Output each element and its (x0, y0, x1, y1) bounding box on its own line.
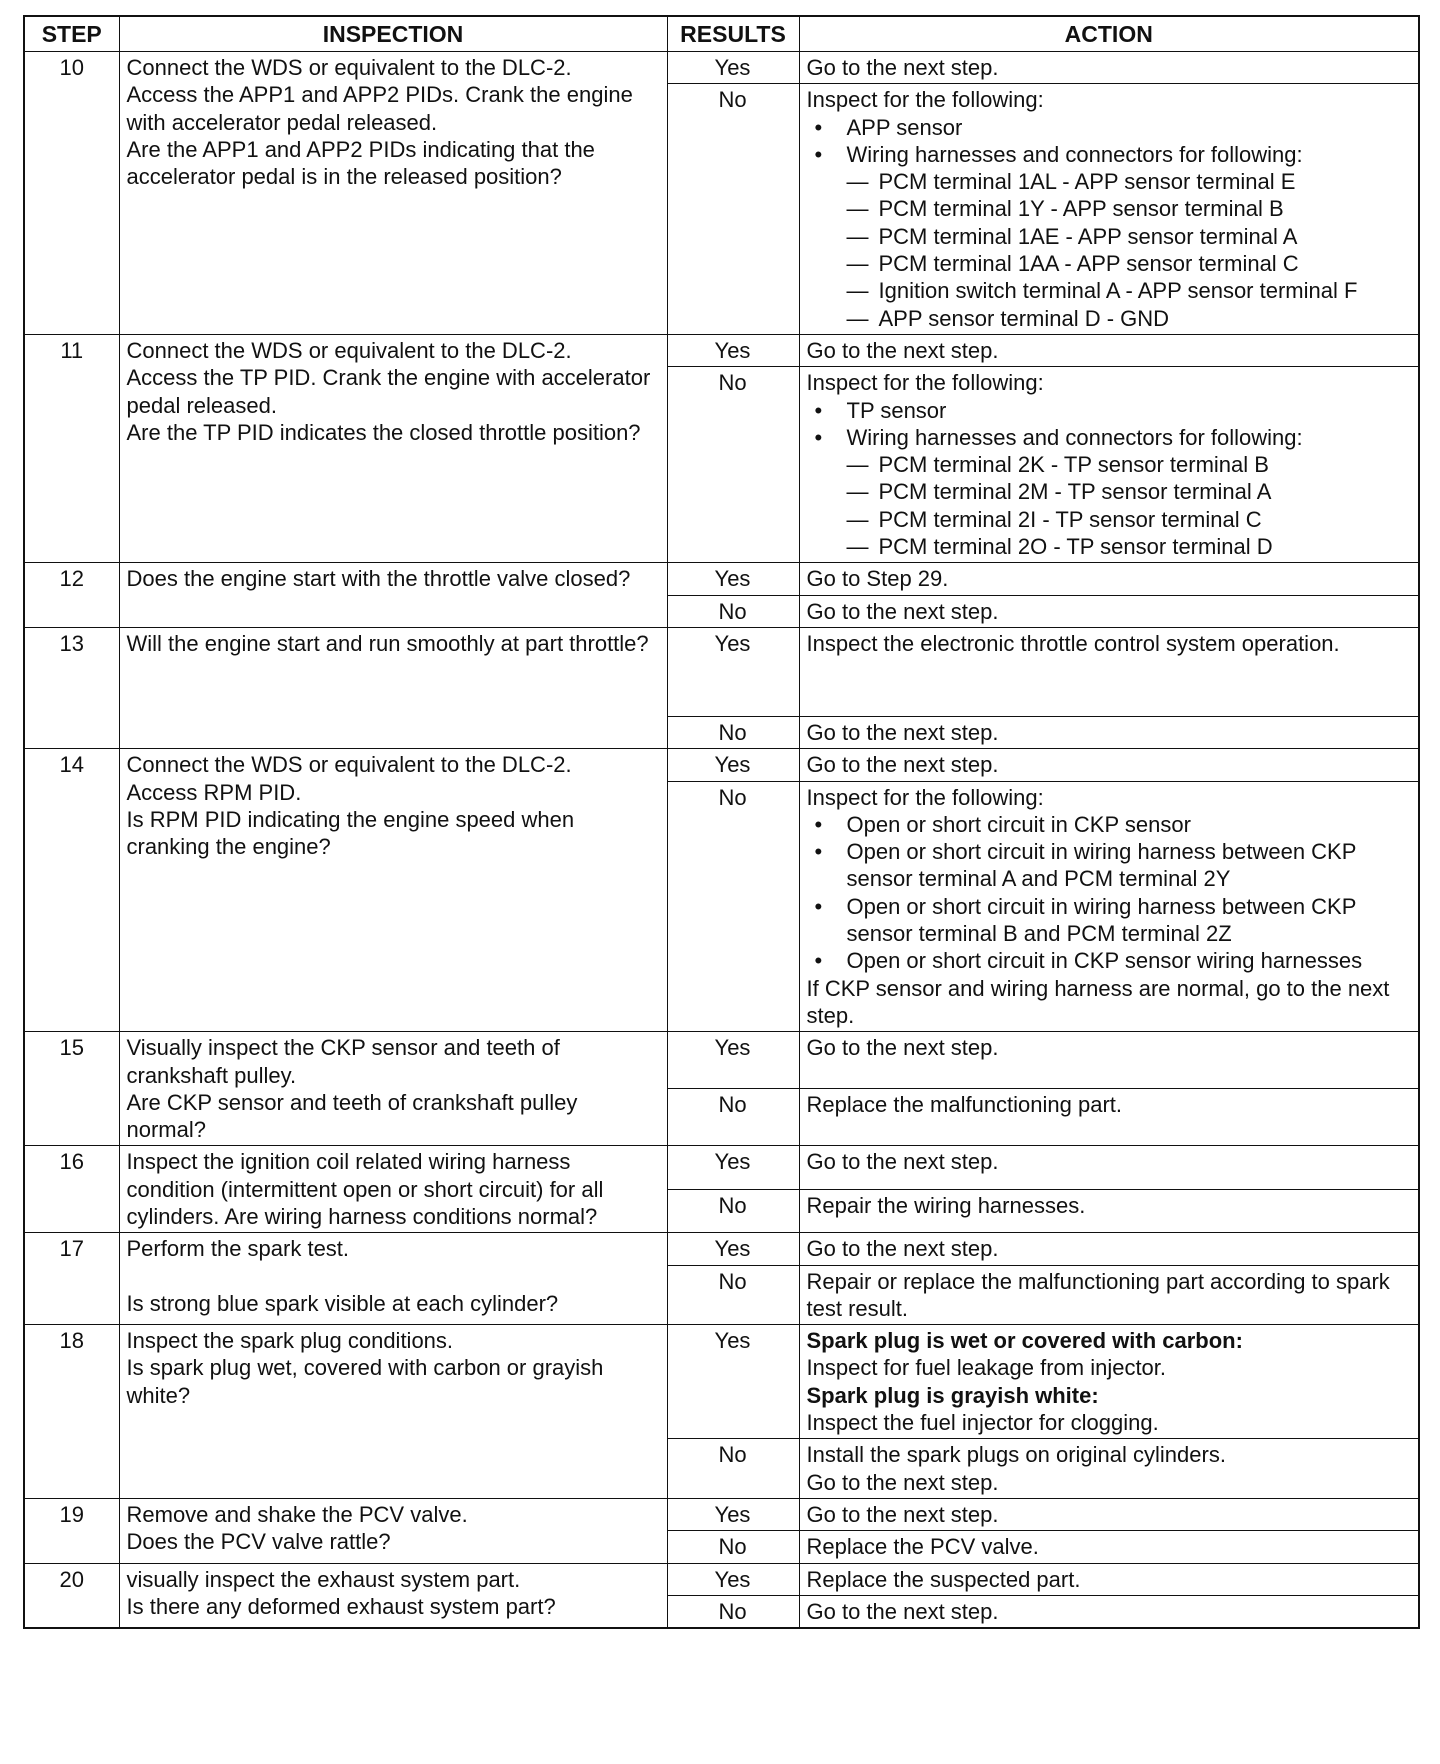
result-yes: Yes (667, 1032, 799, 1089)
action-no (799, 1439, 1419, 1499)
dash-item: — PCM terminal 1AE - APP sensor terminal A (847, 223, 1411, 250)
action-yes: Go to the next step. (799, 1233, 1419, 1265)
bullet-item: • TP sensor (807, 397, 1411, 424)
step-number: 11 (24, 334, 119, 562)
inspection-text (119, 334, 667, 562)
action-yes: Go to the next step. (799, 1146, 1419, 1189)
inspection-text: Does the engine start with the throttle valve closed? (119, 563, 667, 628)
header-step: STEP (24, 16, 119, 52)
action-line: Inspect for fuel leakage from injector. (806, 1355, 1167, 1381)
action-no: Go to the next step. (799, 1595, 1419, 1628)
result-no: No (667, 595, 799, 627)
inspection-line: Is strong blue spark visible at each cylinder? (126, 1290, 559, 1316)
result-no: No (667, 781, 799, 1032)
action-yes: Replace the suspected part. (799, 1563, 1419, 1595)
action-yes: Go to the next step. (799, 749, 1419, 781)
action-intro: Inspect for the following: (806, 87, 1044, 113)
action-intro: Inspect for the following: (806, 784, 1044, 810)
inspection-text (119, 1563, 667, 1628)
action-no (799, 367, 1419, 563)
inspection-text (119, 749, 667, 1032)
table-row-step-14-yes (24, 749, 1419, 781)
inspection-line: visually inspect the exhaust system part. (126, 1566, 521, 1592)
table-row-step-15-yes (24, 1032, 1419, 1089)
dash-item: — PCM terminal 2O - TP sensor terminal D (847, 533, 1411, 560)
action-heading: Spark plug is grayish white: (806, 1382, 1099, 1408)
result-yes: Yes (667, 563, 799, 595)
step-number: 20 (24, 1563, 119, 1628)
inspection-text (119, 1325, 667, 1499)
dash-item: — Ignition switch terminal A - APP sensor terminal F (847, 277, 1411, 304)
result-no: No (667, 84, 799, 335)
table-row-step-11-yes (24, 334, 1419, 366)
table-row-step-10-yes (24, 52, 1419, 84)
step-number: 17 (24, 1233, 119, 1325)
table-row-step-20-yes (24, 1563, 1419, 1595)
result-yes: Yes (667, 627, 799, 716)
action-yes (799, 1325, 1419, 1439)
result-yes: Yes (667, 1325, 799, 1439)
inspection-line: Are CKP sensor and teeth of crankshaft pulley normal? (126, 1089, 578, 1143)
inspection-line: Does the PCV valve rattle? (126, 1529, 391, 1555)
table-row-step-16-yes (24, 1146, 1419, 1189)
inspection-text (119, 52, 667, 335)
bullet-list (807, 811, 1411, 975)
action-no (799, 84, 1419, 335)
inspection-line: Connect the WDS or equivalent to the DLC-2. (126, 55, 572, 80)
action-yes: Go to the next step. (799, 334, 1419, 366)
action-heading: Spark plug is wet or covered with carbon: (806, 1328, 1243, 1354)
action-no: Repair or replace the malfunctioning part according to spark test result. (799, 1265, 1419, 1325)
result-no: No (667, 1439, 799, 1499)
step-number: 15 (24, 1032, 119, 1146)
result-no: No (667, 716, 799, 748)
result-no: No (667, 367, 799, 563)
inspection-line: Perform the spark test. (126, 1236, 350, 1262)
action-no: Repair the wiring harnesses. (799, 1189, 1419, 1232)
dash-item: — APP sensor terminal D - GND (847, 305, 1411, 332)
action-yes: Go to the next step. (799, 1032, 1419, 1089)
inspection-line: Access the APP1 and APP2 PIDs. Crank the engine with accelerator pedal released. (126, 82, 633, 135)
spacer (127, 1263, 659, 1290)
dash-item: — PCM terminal 2I - TP sensor terminal C (847, 506, 1411, 533)
inspection-line: Are the APP1 and APP2 PIDs indicating that the accelerator pedal is in the released position? (126, 136, 595, 190)
result-yes: Yes (667, 1498, 799, 1530)
bullet-item: • Open or short circuit in wiring harness between CKP sensor terminal A and PCM terminal 2Y (807, 838, 1411, 893)
bullet-item (807, 141, 1411, 332)
inspection-line: Visually inspect the CKP sensor and teeth of crankshaft pulley. (126, 1035, 560, 1088)
bullet-item: • Open or short circuit in wiring harness between CKP sensor terminal B and PCM terminal 2Z (807, 893, 1411, 948)
action-no: Go to the next step. (799, 716, 1419, 748)
dash-list (847, 451, 1411, 560)
bullet-list (807, 114, 1411, 332)
inspection-line: Is spark plug wet, covered with carbon or grayish white? (126, 1355, 604, 1408)
bullet-list (807, 397, 1411, 561)
action-outro: If CKP sensor and wiring harness are normal, go to the next step. (806, 975, 1390, 1028)
result-yes: Yes (667, 1233, 799, 1265)
bullet-item: • APP sensor (807, 114, 1411, 141)
header-row (24, 16, 1419, 52)
action-yes: Inspect the electronic throttle control system operation. (799, 627, 1419, 716)
inspection-line: Inspect the spark plug conditions. (126, 1328, 454, 1354)
dash-item: — PCM terminal 1AA - APP sensor terminal C (847, 250, 1411, 277)
result-no: No (667, 1189, 799, 1232)
result-no: No (667, 1531, 799, 1563)
result-yes: Yes (667, 1146, 799, 1189)
inspection-text: Inspect the ignition coil related wiring harness condition (intermittent open or short circuit) for all cylinders. Are wiring harness conditions normal? (119, 1146, 667, 1233)
step-number: 12 (24, 563, 119, 628)
action-line: Inspect the fuel injector for clogging. (806, 1410, 1159, 1436)
bullet-item (807, 424, 1411, 560)
table-row-step-12-yes (24, 563, 1419, 595)
inspection-text (119, 1233, 667, 1325)
dash-item: — PCM terminal 1Y - APP sensor terminal B (847, 195, 1411, 222)
inspection-line: Connect the WDS or equivalent to the DLC-2. (126, 337, 572, 363)
step-number: 14 (24, 749, 119, 1032)
dash-item: — PCM terminal 2M - TP sensor terminal A (847, 478, 1411, 505)
result-yes: Yes (667, 749, 799, 781)
step-number: 18 (24, 1325, 119, 1499)
table-row-step-18-yes (24, 1325, 1419, 1439)
inspection-text (119, 1032, 667, 1146)
troubleshooting-page (23, 15, 1418, 1629)
action-line: Install the spark plugs on original cylinders. (806, 1442, 1226, 1468)
dash-item: — PCM terminal 1AL - APP sensor terminal E (847, 168, 1411, 195)
action-yes: Go to Step 29. (799, 563, 1419, 595)
header-inspection: INSPECTION (119, 16, 667, 52)
action-no (799, 781, 1419, 1032)
inspection-line: Remove and shake the PCV valve. (126, 1501, 468, 1527)
table-row-step-17-yes (24, 1233, 1419, 1265)
action-no: Replace the PCV valve. (799, 1531, 1419, 1563)
step-number: 16 (24, 1146, 119, 1233)
result-no: No (667, 1089, 799, 1146)
bullet-item: • Open or short circuit in CKP sensor (807, 811, 1411, 838)
header-action: ACTION (799, 16, 1419, 52)
result-no: No (667, 1595, 799, 1628)
dash-list (847, 168, 1411, 332)
bullet-item: • Open or short circuit in CKP sensor wiring harnesses (807, 947, 1411, 974)
action-line: Go to the next step. (806, 1469, 999, 1495)
header-results: RESULTS (667, 16, 799, 52)
action-yes: Go to the next step. (799, 52, 1419, 84)
step-number: 10 (24, 52, 119, 335)
inspection-line: Access RPM PID. (126, 779, 302, 805)
step-number: 19 (24, 1498, 119, 1563)
bullet-item-text: Wiring harnesses and connectors for following: (846, 424, 1303, 450)
inspection-line: Is there any deformed exhaust system part? (126, 1593, 556, 1619)
action-intro: Inspect for the following: (806, 370, 1044, 396)
result-yes: Yes (667, 52, 799, 84)
table-row-step-13-yes (24, 627, 1419, 716)
action-no: Go to the next step. (799, 595, 1419, 627)
inspection-text: Will the engine start and run smoothly at part throttle? (119, 627, 667, 748)
result-yes: Yes (667, 334, 799, 366)
action-no: Replace the malfunctioning part. (799, 1089, 1419, 1146)
inspection-text (119, 1498, 667, 1563)
inspection-line: Access the TP PID. Crank the engine with accelerator pedal released. (126, 365, 651, 418)
result-yes: Yes (667, 1563, 799, 1595)
inspection-line: Is RPM PID indicating the engine speed when cranking the engine? (126, 806, 575, 860)
step-number: 13 (24, 627, 119, 748)
troubleshooting-table (23, 15, 1420, 1629)
inspection-line: Are the TP PID indicates the closed throttle position? (126, 419, 641, 445)
inspection-line: Connect the WDS or equivalent to the DLC-2. (126, 752, 572, 778)
dash-item: — PCM terminal 2K - TP sensor terminal B (847, 451, 1411, 478)
result-no: No (667, 1265, 799, 1325)
action-yes: Go to the next step. (799, 1498, 1419, 1530)
bullet-item-text: Wiring harnesses and connectors for following: (846, 141, 1303, 167)
table-row-step-19-yes (24, 1498, 1419, 1530)
